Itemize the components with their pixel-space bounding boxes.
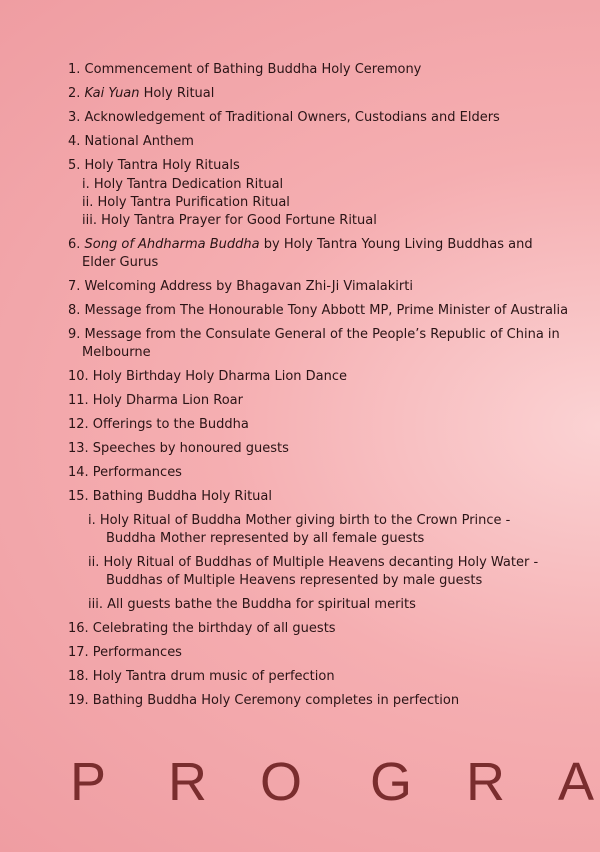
program-subitem-15-iii: iii. All guests bathe the Buddha for spiritual merits [88, 597, 416, 612]
program-item-6-continuation: Elder Gurus [82, 255, 159, 270]
program-item-17: 17. Performances [68, 645, 182, 660]
italic-title: Song of Ahdharma Buddha [84, 237, 260, 252]
program-item-19: 19. Bathing Buddha Holy Ceremony completes in perfection [68, 693, 460, 708]
program-subitem-5-i: i. Holy Tantra Dedication Ritual [82, 177, 284, 192]
heading-letter: A [558, 752, 595, 812]
italic-title: Kai Yuan [84, 86, 140, 101]
program-item-11: 11. Holy Dharma Lion Roar [68, 393, 243, 408]
heading-letter: O [260, 752, 303, 812]
program-item-2 [68, 86, 214, 102]
program-item-15: 15. Bathing Buddha Holy Ritual [68, 489, 272, 504]
program-item-7: 7. Welcoming Address by Bhagavan Zhi-Ji Vimalakirti [68, 279, 413, 294]
program-item-1: 1. Commencement of Bathing Buddha Holy Ceremony [68, 62, 422, 77]
program-item-10: 10. Holy Birthday Holy Dharma Lion Dance [68, 369, 348, 384]
program-item-12: 12. Offerings to the Buddha [68, 417, 249, 432]
program-item-5: 5. Holy Tantra Holy Rituals [68, 158, 240, 173]
program-item-4: 4. National Anthem [68, 134, 194, 149]
item-number: 6. [68, 237, 85, 252]
item-text: by Holy Tantra Young Living Buddhas and [259, 237, 533, 252]
program-item-6 [68, 237, 533, 253]
heading-letter: R [466, 752, 505, 812]
item-text: Holy Ritual [139, 86, 215, 101]
program-item-16: 16. Celebrating the birthday of all guests [68, 621, 336, 636]
heading-letter: G [370, 752, 413, 812]
program-item-8: 8. Message from The Honourable Tony Abbott MP, Prime Minister of Australia [68, 303, 569, 318]
program-item-9-continuation: Melbourne [82, 345, 151, 360]
program-item-13: 13. Speeches by honoured guests [68, 441, 289, 456]
program-subitem-15-ii: ii. Holy Ritual of Buddhas of Multiple Heavens decanting Holy Water - [88, 555, 539, 570]
program-subitem-15-i-continuation: Buddha Mother represented by all female guests [106, 531, 425, 546]
program-subitem-5-ii: ii. Holy Tantra Purification Ritual [82, 195, 290, 210]
program-subitem-15-ii-continuation: Buddhas of Multiple Heavens represented by male guests [106, 573, 483, 588]
program-item-18: 18. Holy Tantra drum music of perfection [68, 669, 335, 684]
heading-letter: P [70, 752, 107, 812]
program-subitem-15-i: i. Holy Ritual of Buddha Mother giving birth to the Crown Prince - [88, 513, 511, 528]
heading-letter: R [168, 752, 207, 812]
item-number: 2. [68, 86, 85, 101]
program-item-3: 3. Acknowledgement of Traditional Owners, Custodians and Elders [68, 110, 500, 125]
program-heading [70, 752, 600, 812]
program-item-14: 14. Performances [68, 465, 182, 480]
program-subitem-5-iii: iii. Holy Tantra Prayer for Good Fortune Ritual [82, 213, 377, 228]
program-item-9: 9. Message from the Consulate General of the People’s Republic of China in [68, 327, 560, 342]
